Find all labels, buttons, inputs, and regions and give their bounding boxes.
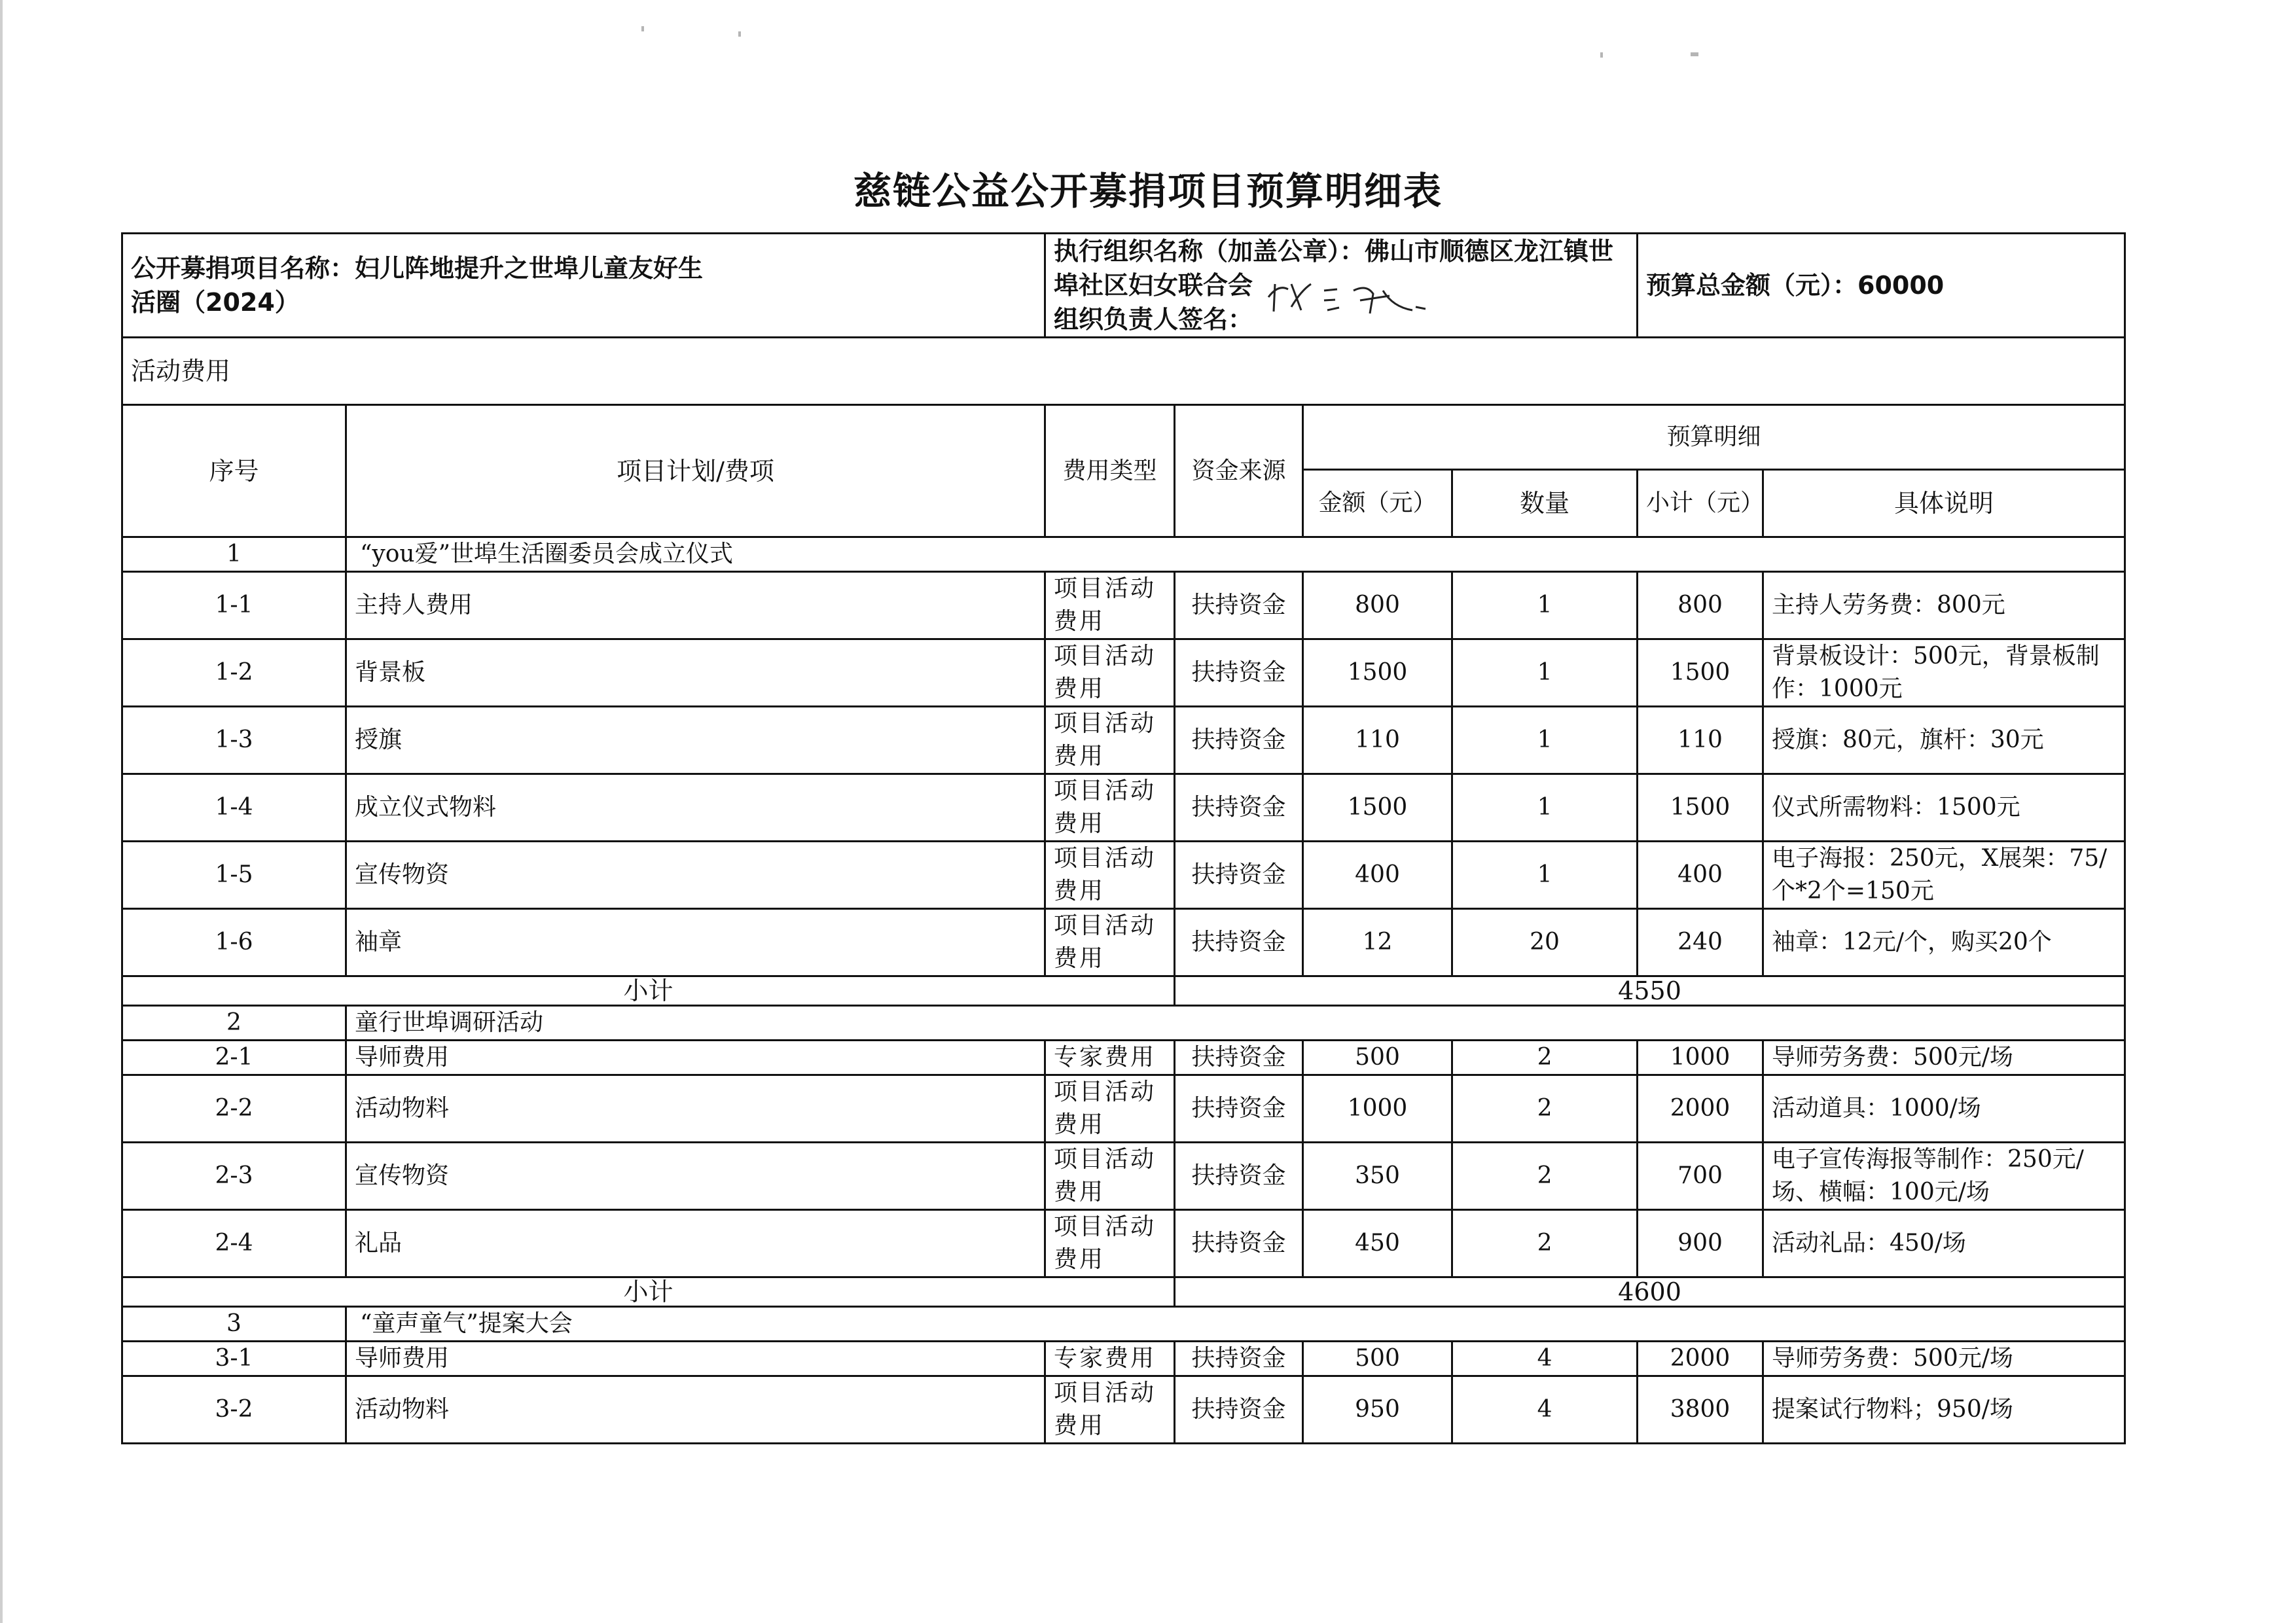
- row-qty: 1: [1452, 707, 1638, 774]
- row-no: 1-2: [122, 639, 346, 707]
- row-desc: 导师劳务费：500元/场: [1763, 1041, 2125, 1075]
- column-header-row-1: [122, 405, 2125, 470]
- table-row: [122, 909, 2125, 976]
- row-desc: 主持人劳务费：800元: [1763, 572, 2125, 639]
- row-no: 1-1: [122, 572, 346, 639]
- row-item: 礼品: [346, 1210, 1045, 1277]
- scan-speck: [1600, 52, 1603, 58]
- row-no: 3-1: [122, 1342, 346, 1376]
- row-type: 专家费用: [1045, 1342, 1175, 1376]
- row-amount: 450: [1303, 1210, 1452, 1277]
- row-item: 宣传物资: [346, 1143, 1045, 1210]
- row-type: 项目活动费用: [1045, 639, 1175, 707]
- subtotal-row: [122, 976, 2125, 1006]
- row-no: 2-3: [122, 1143, 346, 1210]
- row-amount: 950: [1303, 1376, 1452, 1444]
- row-subtotal: 240: [1638, 909, 1763, 976]
- row-type: 项目活动费用: [1045, 909, 1175, 976]
- row-subtotal: 3800: [1638, 1376, 1763, 1444]
- subtotal-label: 小计: [122, 1277, 1175, 1307]
- row-amount: 1000: [1303, 1075, 1452, 1143]
- row-desc: 活动礼品：450/场: [1763, 1210, 2125, 1277]
- row-qty: 2: [1452, 1210, 1638, 1277]
- row-no: 1-5: [122, 842, 346, 909]
- row-no: 1-6: [122, 909, 346, 976]
- row-desc: 袖章：12元/个，购买20个: [1763, 909, 2125, 976]
- table-row: [122, 774, 2125, 842]
- row-source: 扶持资金: [1175, 572, 1303, 639]
- page-edge: [0, 0, 3, 1623]
- row-source: 扶持资金: [1175, 1041, 1303, 1075]
- col-amount: 金额（元）: [1303, 470, 1452, 537]
- org-name-line: 执行组织名称（加盖公章）：佛山市顺德区龙江镇世埠社区妇女联合会: [1054, 237, 1614, 300]
- row-item: 导师费用: [346, 1342, 1045, 1376]
- subtotal-value: 4550: [1175, 976, 2125, 1006]
- row-source: 扶持资金: [1175, 639, 1303, 707]
- group-name: 童行世埠调研活动: [346, 1006, 2125, 1041]
- row-source: 扶持资金: [1175, 1075, 1303, 1143]
- row-item: 宣传物资: [346, 842, 1045, 909]
- subtotal-row: [122, 1277, 2125, 1307]
- group-header-row: [122, 1307, 2125, 1342]
- row-subtotal: 1000: [1638, 1041, 1763, 1075]
- row-item: 成立仪式物料: [346, 774, 1045, 842]
- table-row: [122, 572, 2125, 639]
- document-title: 慈链公益公开募捐项目预算明细表: [853, 169, 1443, 213]
- row-type: 项目活动费用: [1045, 1075, 1175, 1143]
- row-source: 扶持资金: [1175, 774, 1303, 842]
- row-desc: 提案试行物料；950/场: [1763, 1376, 2125, 1444]
- row-type: 项目活动费用: [1045, 1143, 1175, 1210]
- col-item: 项目计划/费项: [346, 405, 1045, 537]
- row-amount: 1500: [1303, 639, 1452, 707]
- row-qty: 4: [1452, 1342, 1638, 1376]
- subtotal-value: 4600: [1175, 1277, 2125, 1307]
- table-row: [122, 1075, 2125, 1143]
- row-qty: 4: [1452, 1376, 1638, 1444]
- table-row: [122, 1143, 2125, 1210]
- row-type: 项目活动费用: [1045, 842, 1175, 909]
- project-name-line2: 活圈（2024）: [131, 288, 300, 317]
- row-no: 2-1: [122, 1041, 346, 1075]
- row-type: 项目活动费用: [1045, 774, 1175, 842]
- row-qty: 1: [1452, 639, 1638, 707]
- group-no: 3: [122, 1307, 346, 1342]
- row-source: 扶持资金: [1175, 909, 1303, 976]
- row-qty: 1: [1452, 774, 1638, 842]
- col-detail-group: 预算明细: [1303, 405, 2125, 470]
- row-no: 2-2: [122, 1075, 346, 1143]
- row-item: 主持人费用: [346, 572, 1045, 639]
- row-desc: 活动道具：1000/场: [1763, 1075, 2125, 1143]
- row-amount: 500: [1303, 1342, 1452, 1376]
- subtotal-label: 小计: [122, 976, 1175, 1006]
- row-item: 导师费用: [346, 1041, 1045, 1075]
- row-item: 活动物料: [346, 1075, 1045, 1143]
- col-seq: 序号: [122, 405, 346, 537]
- row-source: 扶持资金: [1175, 1342, 1303, 1376]
- row-type: 项目活动费用: [1045, 1376, 1175, 1444]
- row-amount: 400: [1303, 842, 1452, 909]
- row-source: 扶持资金: [1175, 1143, 1303, 1210]
- table-row: [122, 1210, 2125, 1277]
- col-source: 资金来源: [1175, 405, 1303, 537]
- row-subtotal: 400: [1638, 842, 1763, 909]
- section-label-row: [122, 338, 2125, 405]
- row-type: 项目活动费用: [1045, 572, 1175, 639]
- row-desc: 仪式所需物料：1500元: [1763, 774, 2125, 842]
- row-qty: 1: [1452, 842, 1638, 909]
- budget-table: [121, 232, 2126, 1444]
- row-type: 专家费用: [1045, 1041, 1175, 1075]
- row-qty: 2: [1452, 1143, 1638, 1210]
- col-subtotal: 小计（元）: [1638, 470, 1763, 537]
- row-qty: 20: [1452, 909, 1638, 976]
- row-desc: 电子宣传海报等制作：250元/场、横幅：100元/场: [1763, 1143, 2125, 1210]
- row-item: 活动物料: [346, 1376, 1045, 1444]
- table-row: [122, 639, 2125, 707]
- row-subtotal: 900: [1638, 1210, 1763, 1277]
- table-row: [122, 1041, 2125, 1075]
- table-row: [122, 707, 2125, 774]
- budget-total-cell: 预算总金额（元）：60000: [1638, 234, 2125, 338]
- row-desc: 导师劳务费：500元/场: [1763, 1342, 2125, 1376]
- scan-speck: [738, 31, 741, 37]
- row-amount: 12: [1303, 909, 1452, 976]
- col-desc: 具体说明: [1763, 470, 2125, 537]
- group-name: “童声童气”提案大会: [346, 1307, 2125, 1342]
- row-no: 1-4: [122, 774, 346, 842]
- project-name-line1: 公开募捐项目名称：妇儿阵地提升之世埠儿童友好生: [131, 254, 704, 283]
- row-source: 扶持资金: [1175, 842, 1303, 909]
- row-source: 扶持资金: [1175, 1376, 1303, 1444]
- scan-speck: [641, 26, 644, 31]
- handwritten-signature: [1262, 271, 1458, 323]
- row-no: 3-2: [122, 1376, 346, 1444]
- row-type: 项目活动费用: [1045, 707, 1175, 774]
- row-qty: 2: [1452, 1075, 1638, 1143]
- row-item: 授旗: [346, 707, 1045, 774]
- section-label: 活动费用: [122, 338, 2125, 405]
- row-source: 扶持资金: [1175, 707, 1303, 774]
- group-no: 2: [122, 1006, 346, 1041]
- col-qty: 数量: [1452, 470, 1638, 537]
- row-desc: 授旗：80元，旗杆：30元: [1763, 707, 2125, 774]
- scan-speck: [1691, 52, 1698, 56]
- group-header-row: [122, 1006, 2125, 1041]
- row-subtotal: 2000: [1638, 1075, 1763, 1143]
- row-subtotal: 110: [1638, 707, 1763, 774]
- row-type: 项目活动费用: [1045, 1210, 1175, 1277]
- group-header-row: [122, 537, 2125, 572]
- row-subtotal: 2000: [1638, 1342, 1763, 1376]
- header-info-row: [122, 234, 2125, 338]
- group-no: 1: [122, 537, 346, 572]
- project-name-cell: [122, 234, 1045, 338]
- row-no: 1-3: [122, 707, 346, 774]
- table-row: [122, 1342, 2125, 1376]
- row-subtotal: 800: [1638, 572, 1763, 639]
- row-amount: 500: [1303, 1041, 1452, 1075]
- group-name: “you爱”世埠生活圈委员会成立仪式: [346, 537, 2125, 572]
- col-type: 费用类型: [1045, 405, 1175, 537]
- row-item: 袖章: [346, 909, 1045, 976]
- table-row: [122, 1376, 2125, 1444]
- org-name-cell: [1045, 234, 1638, 338]
- row-amount: 350: [1303, 1143, 1452, 1210]
- table-row: [122, 842, 2125, 909]
- row-desc: 电子海报：250元，X展架：75/个*2个=150元: [1763, 842, 2125, 909]
- row-subtotal: 1500: [1638, 774, 1763, 842]
- row-desc: 背景板设计：500元，背景板制作：1000元: [1763, 639, 2125, 707]
- row-no: 2-4: [122, 1210, 346, 1277]
- row-amount: 110: [1303, 707, 1452, 774]
- signature-label: 组织负责人签名：: [1054, 305, 1253, 334]
- row-amount: 1500: [1303, 774, 1452, 842]
- row-item: 背景板: [346, 639, 1045, 707]
- row-qty: 2: [1452, 1041, 1638, 1075]
- row-subtotal: 1500: [1638, 639, 1763, 707]
- row-qty: 1: [1452, 572, 1638, 639]
- row-amount: 800: [1303, 572, 1452, 639]
- row-source: 扶持资金: [1175, 1210, 1303, 1277]
- row-subtotal: 700: [1638, 1143, 1763, 1210]
